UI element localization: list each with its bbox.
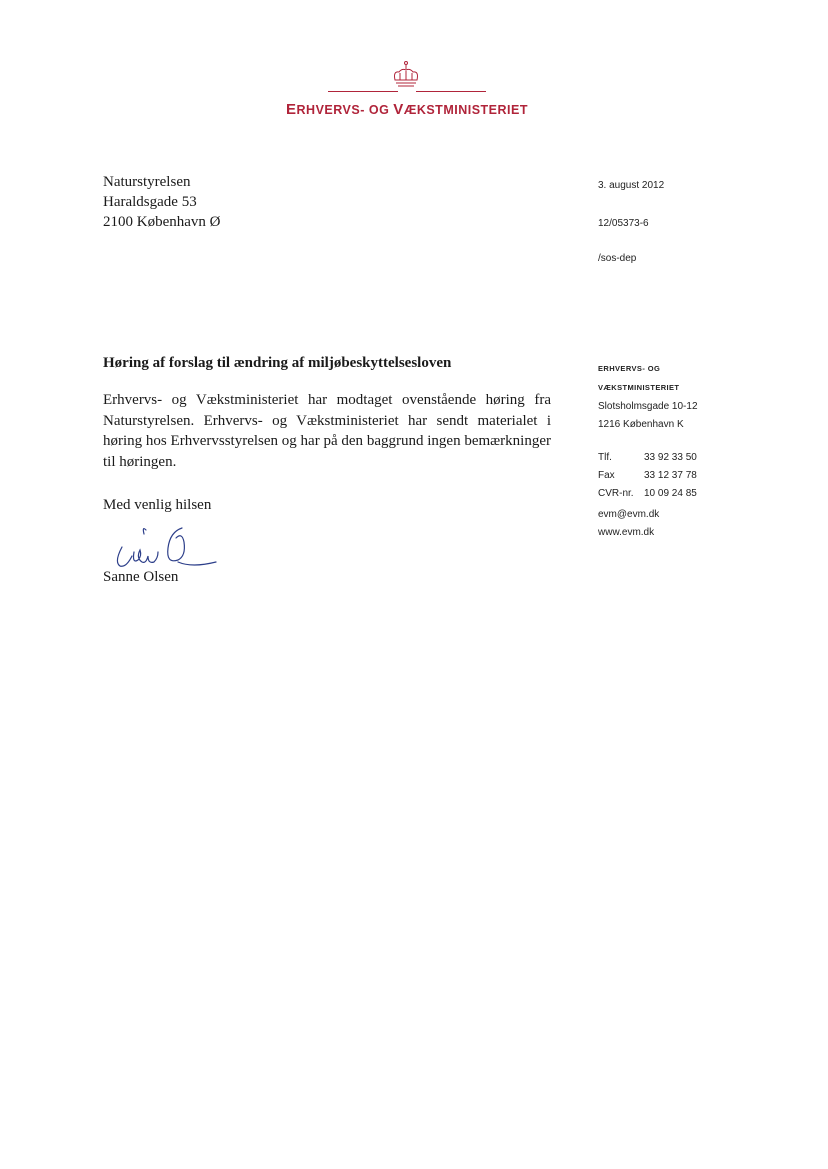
contact-phone-row xyxy=(598,452,718,463)
contact-org-line-2: VÆKSTMINISTERIET xyxy=(598,383,680,392)
contact-fax: 33 12 37 78 xyxy=(644,470,697,481)
contact-org-line-1: ERHVERVS- OG xyxy=(598,364,661,373)
recipient-name: Naturstyrelsen xyxy=(103,174,191,190)
contact-phone-label: Tlf. xyxy=(598,452,612,463)
ministry-name-initial-1: E xyxy=(286,101,297,118)
contact-fax-row xyxy=(598,470,718,481)
contact-cvr: 10 09 24 85 xyxy=(644,488,697,499)
contact-cvr-row xyxy=(598,488,718,499)
ministry-name-part-2: ÆKSTMINISTERIET xyxy=(403,103,528,117)
signer-name: Sanne Olsen xyxy=(103,569,179,585)
contact-website-link[interactable]: www.evm.dk xyxy=(598,527,655,538)
recipient-city: 2100 København Ø xyxy=(103,214,221,230)
contact-cvr-label: CVR-nr. xyxy=(598,488,634,499)
crown-icon xyxy=(390,60,422,90)
letter-subject: Høring af forslag til ændring af miljøbeskyttelsesloven xyxy=(103,355,452,371)
letter-reference: 12/05373-6 xyxy=(598,218,649,229)
ministry-name xyxy=(200,101,614,118)
ministry-name-part-1: RHVERVS- OG xyxy=(296,103,394,117)
letter-body: Erhvervs- og Vækstministeriet har modtaget ovenstående høring fra Naturstyrelsen. Erhvervs- og Vækstministeriet har sendt materialet i høring hos Erhvervsstyrelsen og har på den baggrund ingen bemærkninger til høringen. xyxy=(103,392,551,470)
letter-initials: /sos-dep xyxy=(598,253,637,264)
letter-greeting: Med venlig hilsen xyxy=(103,497,212,513)
contact-phone: 33 92 33 50 xyxy=(644,452,697,463)
letterhead-rule-left xyxy=(328,91,398,92)
letter-date: 3. august 2012 xyxy=(598,180,665,191)
contact-city: 1216 København K xyxy=(598,419,684,430)
ministry-name-initial-2: V xyxy=(393,101,404,118)
signature-image xyxy=(112,522,222,572)
letterhead-rule-right xyxy=(416,91,486,92)
contact-street: Slotsholmsgade 10-12 xyxy=(598,401,698,412)
contact-email-link[interactable]: evm@evm.dk xyxy=(598,509,660,520)
contact-fax-label: Fax xyxy=(598,470,615,481)
recipient-street: Haraldsgade 53 xyxy=(103,194,197,210)
